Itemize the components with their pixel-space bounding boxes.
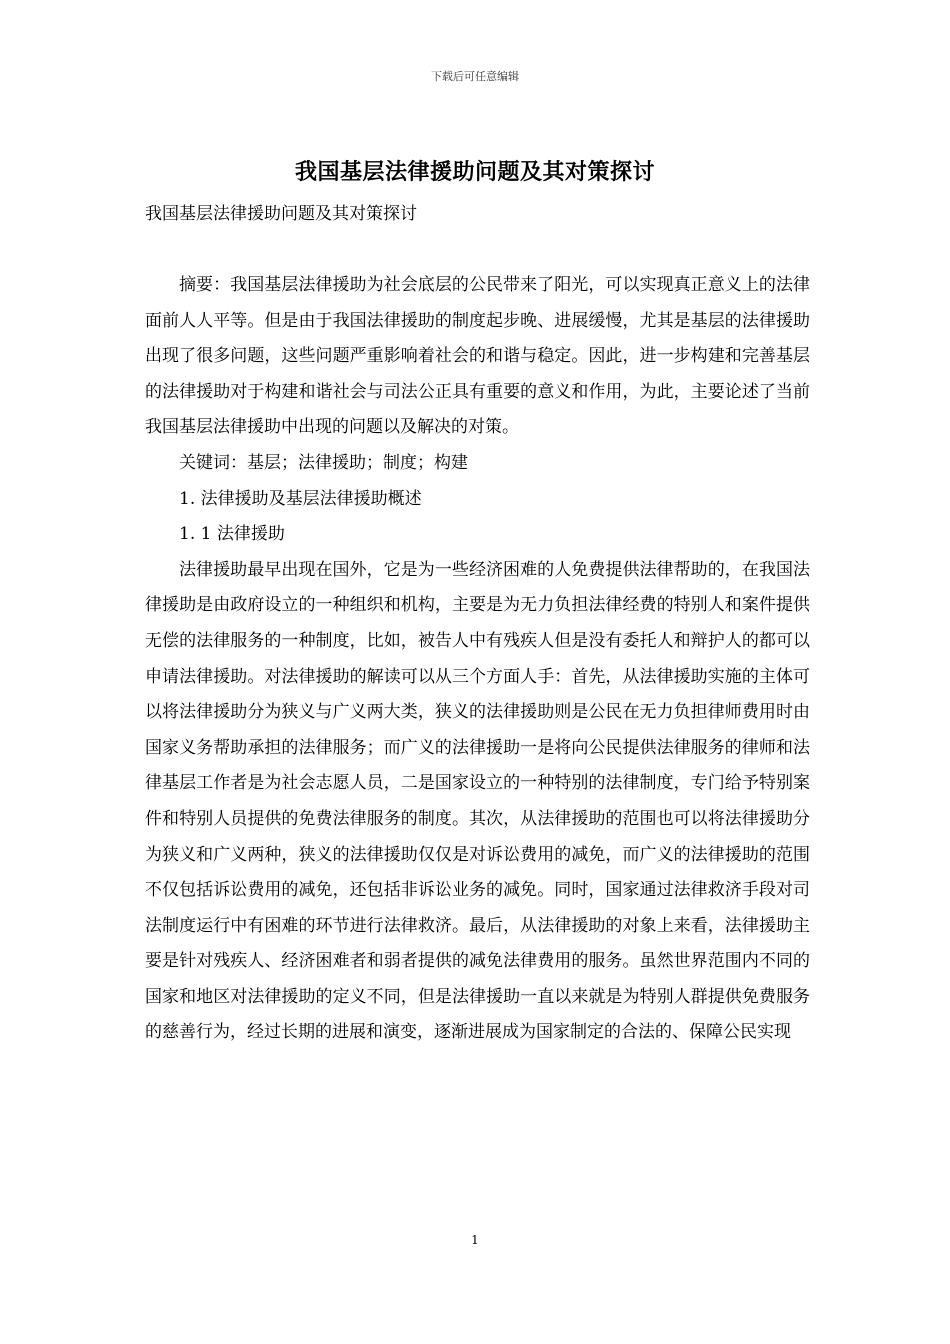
page-number: 1 <box>471 1233 479 1247</box>
section-heading: 1. 法律援助及基层法律援助概述 <box>179 488 422 509</box>
keywords-paragraph: 关键词：基层；法律援助；制度；构建 <box>179 452 468 473</box>
abstract-paragraph: 摘要：我国基层法律援助为社会底层的公民带来了阳光，可以实现真正意义上的法律面前人人平等。但是由于我国法律援助的制度起步晚、进展缓慢，尤其是基层的法律援助出现了很多问题，这些问题严重影响着社会的和谐与稳定。因此，进一步构建和完善基层的法律援助对于构建和谐社会与司法公正具有重要的意义和作用，为此，主要论述了当前我国基层法律援助中出现的问题以及解决的对策。 <box>145 275 810 438</box>
document-title: 我国基层法律援助问题及其对策探讨 <box>294 159 655 185</box>
document-subtitle: 我国基层法律援助问题及其对策探讨 <box>145 204 417 224</box>
subsection-heading: 1. 1 法律援助 <box>179 524 285 545</box>
body-paragraph: 法律援助最早出现在国外，它是为一些经济困难的人免费提供法律帮助的，在我国法律援助是由政府设立的一种组织和机构，主要是为无力负担法律经费的特别人和案件提供无偿的法律服务的一种制度，比如，被告人中有残疾人但是没有委托人和辩护人的都可以申请法律援助。对法律援助的解读可以从三个方面人手：首先，从法律援助实施的主体可以将法律援助分为狭义与广义两大类，狭义的法律援助则是公民在无力负担律师费用时由国家义务帮助承担的法律服务；而广义的法律援助一是将向公民提供法律服务的律师和法律基层工作者是为社会志愿人员，二是国家设立的一种特别的法律制度，专门给予特别案件和特别人员提供的免费法律服务的制度。其次，从法律援助的范围也可以将法律援助分为狭义和广义两种，狭义的法律援助仅仅是对诉讼费用的减免，而广义的法律援助的范围不仅包括诉讼费用的减免，还包括非诉讼业务的减免。同时，国家通过法律救济手段对司法制度运行中有困难的环节进行法律救济。最后，从法律援助的对象上来看，法律援助主要是针对残疾人、经济困难者和弱者提供的减免法律费用的服务。虽然世界范围内不同的国家和地区对法律援助的定义不同，但是法律援助一直以来就是为特别人群提供免费服务的慈善行为，经过长期的进展和演变，逐渐进展成为国家制定的合法的、保障公民实现 <box>145 559 810 1043</box>
document-body <box>145 268 810 1051</box>
page-header-note: 下载后可任意编辑 <box>431 70 519 83</box>
